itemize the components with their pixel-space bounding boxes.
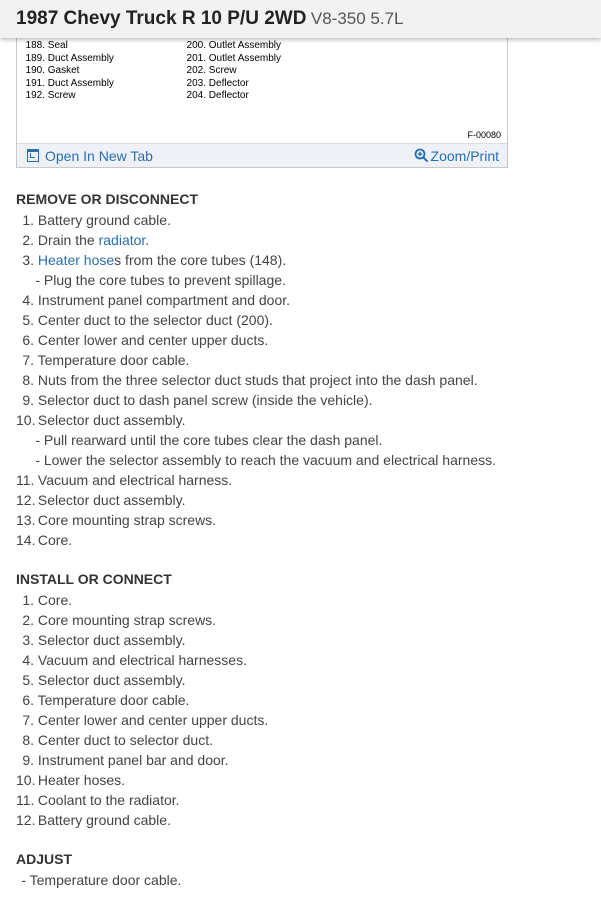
legend-item: 204. Deflector xyxy=(186,90,249,102)
step-text: Instrument panel bar and door. xyxy=(37,752,229,768)
vehicle-title: 1987 Chevy Truck R 10 P/U 2WD xyxy=(16,8,307,29)
step-number: 4. xyxy=(22,292,34,308)
step-text: Center duct to selector duct. xyxy=(37,732,213,748)
step-item xyxy=(16,770,596,790)
section-title-install: INSTALL OR CONNECT xyxy=(16,571,172,587)
step-number: 1. xyxy=(22,592,34,608)
legend-item: 201. Outlet Assembly xyxy=(186,52,282,64)
step-link[interactable]: radiator xyxy=(98,232,146,248)
engine-subtitle: V8-350 5.7L xyxy=(310,9,404,28)
step-text: Pull rearward until the core tubes clear the dash panel. xyxy=(43,432,383,448)
step-item xyxy=(16,370,596,390)
step-number: - xyxy=(21,872,26,888)
step-text: . xyxy=(145,232,150,248)
open-in-new-tab-link[interactable] xyxy=(27,148,153,164)
step-item xyxy=(16,310,596,330)
step-text: Selector duct assembly. xyxy=(37,672,186,688)
step-text: Center lower and center upper ducts. xyxy=(37,712,269,728)
step-text: Core. xyxy=(37,532,73,548)
step-number: 1. xyxy=(22,212,34,228)
step-text: Drain the xyxy=(37,232,99,248)
step-text: Instrument panel compartment and door. xyxy=(37,292,291,308)
step-text: Nuts from the three selector duct studs that project into the dash panel. xyxy=(37,372,478,388)
step-number: 10. xyxy=(16,412,36,428)
open-tab-label: Open In New Tab xyxy=(45,148,153,164)
step-item xyxy=(16,750,596,770)
step-text: Selector duct assembly. xyxy=(37,412,186,428)
legend-right xyxy=(182,40,281,103)
step-text: Coolant to the radiator. xyxy=(37,792,180,808)
sub-step xyxy=(16,450,596,470)
step-item xyxy=(16,290,596,310)
step-item xyxy=(16,530,596,550)
step-item xyxy=(16,490,596,510)
install-steps xyxy=(16,590,596,830)
legend-item: 203. Deflector xyxy=(186,77,249,89)
step-number: 7. xyxy=(22,352,34,368)
step-text: Core. xyxy=(37,592,73,608)
step-number: 12. xyxy=(16,492,36,508)
step-item xyxy=(16,210,596,230)
step-number: 2. xyxy=(22,232,34,248)
step-text: Battery ground cable. xyxy=(37,212,171,228)
legend-item: 200. Outlet Assembly xyxy=(186,40,282,51)
step-number: 5. xyxy=(22,672,34,688)
step-number: 9. xyxy=(22,392,34,408)
step-item xyxy=(16,510,596,530)
legend-item: 189. Duct Assembly xyxy=(25,52,114,64)
zoom-label: Zoom/Print xyxy=(430,148,499,164)
section-title-adjust: ADJUST xyxy=(16,851,73,867)
step-text: Temperature door cable. xyxy=(29,872,182,888)
step-text: Selector duct assembly. xyxy=(37,632,186,648)
step-item xyxy=(16,330,596,350)
step-text: Core mounting strap screws. xyxy=(37,612,217,628)
step-item xyxy=(16,870,596,890)
step-item xyxy=(16,410,596,430)
step-text: Vacuum and electrical harnesses. xyxy=(37,652,247,668)
step-text: Center duct to the selector duct (200). xyxy=(37,312,273,328)
procedure-content xyxy=(16,190,596,890)
new-tab-icon xyxy=(27,149,39,162)
step-item xyxy=(16,390,596,410)
figure-code: F-00080 xyxy=(467,130,501,140)
step-item xyxy=(16,690,596,710)
step-number: 8. xyxy=(22,372,34,388)
step-item xyxy=(16,590,596,610)
step-number: 12. xyxy=(16,812,36,828)
step-item xyxy=(16,250,596,270)
step-text: Center lower and center upper ducts. xyxy=(37,332,269,348)
legend-item: 190. Gasket xyxy=(25,65,80,77)
step-text: Temperature door cable. xyxy=(37,692,190,708)
step-number: 14. xyxy=(16,532,36,548)
legend-item: 192. Screw xyxy=(25,90,76,102)
step-number: - xyxy=(35,452,40,468)
step-number: 2. xyxy=(22,612,34,628)
step-item xyxy=(16,650,596,670)
step-item xyxy=(16,470,596,490)
step-item xyxy=(16,790,596,810)
legend-item: 191. Duct Assembly xyxy=(25,77,114,89)
step-text: Battery ground cable. xyxy=(37,812,171,828)
step-number: 4. xyxy=(22,652,34,668)
step-number: 6. xyxy=(22,692,34,708)
step-text: Lower the selector assembly to reach the vacuum and electrical harness. xyxy=(43,452,497,468)
adjust-steps xyxy=(16,870,596,890)
legend-item: 202. Screw xyxy=(186,65,237,77)
figure-toolbar xyxy=(17,143,507,167)
step-item xyxy=(16,710,596,730)
step-number: 11. xyxy=(16,472,35,488)
step-number: 8. xyxy=(22,732,34,748)
step-item xyxy=(16,630,596,650)
step-item xyxy=(16,350,596,370)
sub-step xyxy=(16,270,596,290)
step-link[interactable]: Heater hose xyxy=(37,252,115,268)
step-number: 10. xyxy=(16,772,36,788)
step-text: Heater hoses. xyxy=(37,772,126,788)
step-item xyxy=(16,730,596,750)
step-text: Plug the core tubes to prevent spillage. xyxy=(43,272,286,288)
zoom-print-link[interactable] xyxy=(414,148,499,164)
step-text: s from the core tubes (148). xyxy=(114,252,287,268)
section-title-remove: REMOVE OR DISCONNECT xyxy=(16,191,199,207)
step-text: Temperature door cable. xyxy=(37,352,190,368)
step-number: 13. xyxy=(16,512,36,528)
step-number: 3. xyxy=(22,252,34,268)
figure-panel xyxy=(16,38,508,168)
remove-steps xyxy=(16,210,596,550)
step-number: 9. xyxy=(22,752,34,768)
step-text: Selector duct assembly. xyxy=(37,492,186,508)
step-text: Selector duct to dash panel screw (inside the vehicle). xyxy=(37,392,373,408)
page-header xyxy=(0,0,601,38)
step-number: - xyxy=(35,272,40,288)
step-number: - xyxy=(35,432,40,448)
step-number: 7. xyxy=(22,712,34,728)
step-number: 3. xyxy=(22,632,34,648)
step-item xyxy=(16,610,596,630)
step-number: 6. xyxy=(22,332,34,348)
step-item xyxy=(16,230,596,250)
step-text: Core mounting strap screws. xyxy=(37,512,217,528)
step-number: 5. xyxy=(22,312,34,328)
step-item xyxy=(16,670,596,690)
legend-item: 188. Seal xyxy=(25,40,68,51)
step-text: Vacuum and electrical harness. xyxy=(37,472,233,488)
magnifier-plus-icon xyxy=(414,148,429,163)
sub-step xyxy=(16,430,596,450)
step-item xyxy=(16,810,596,830)
step-number: 11. xyxy=(16,792,35,808)
legend-left xyxy=(21,40,114,103)
